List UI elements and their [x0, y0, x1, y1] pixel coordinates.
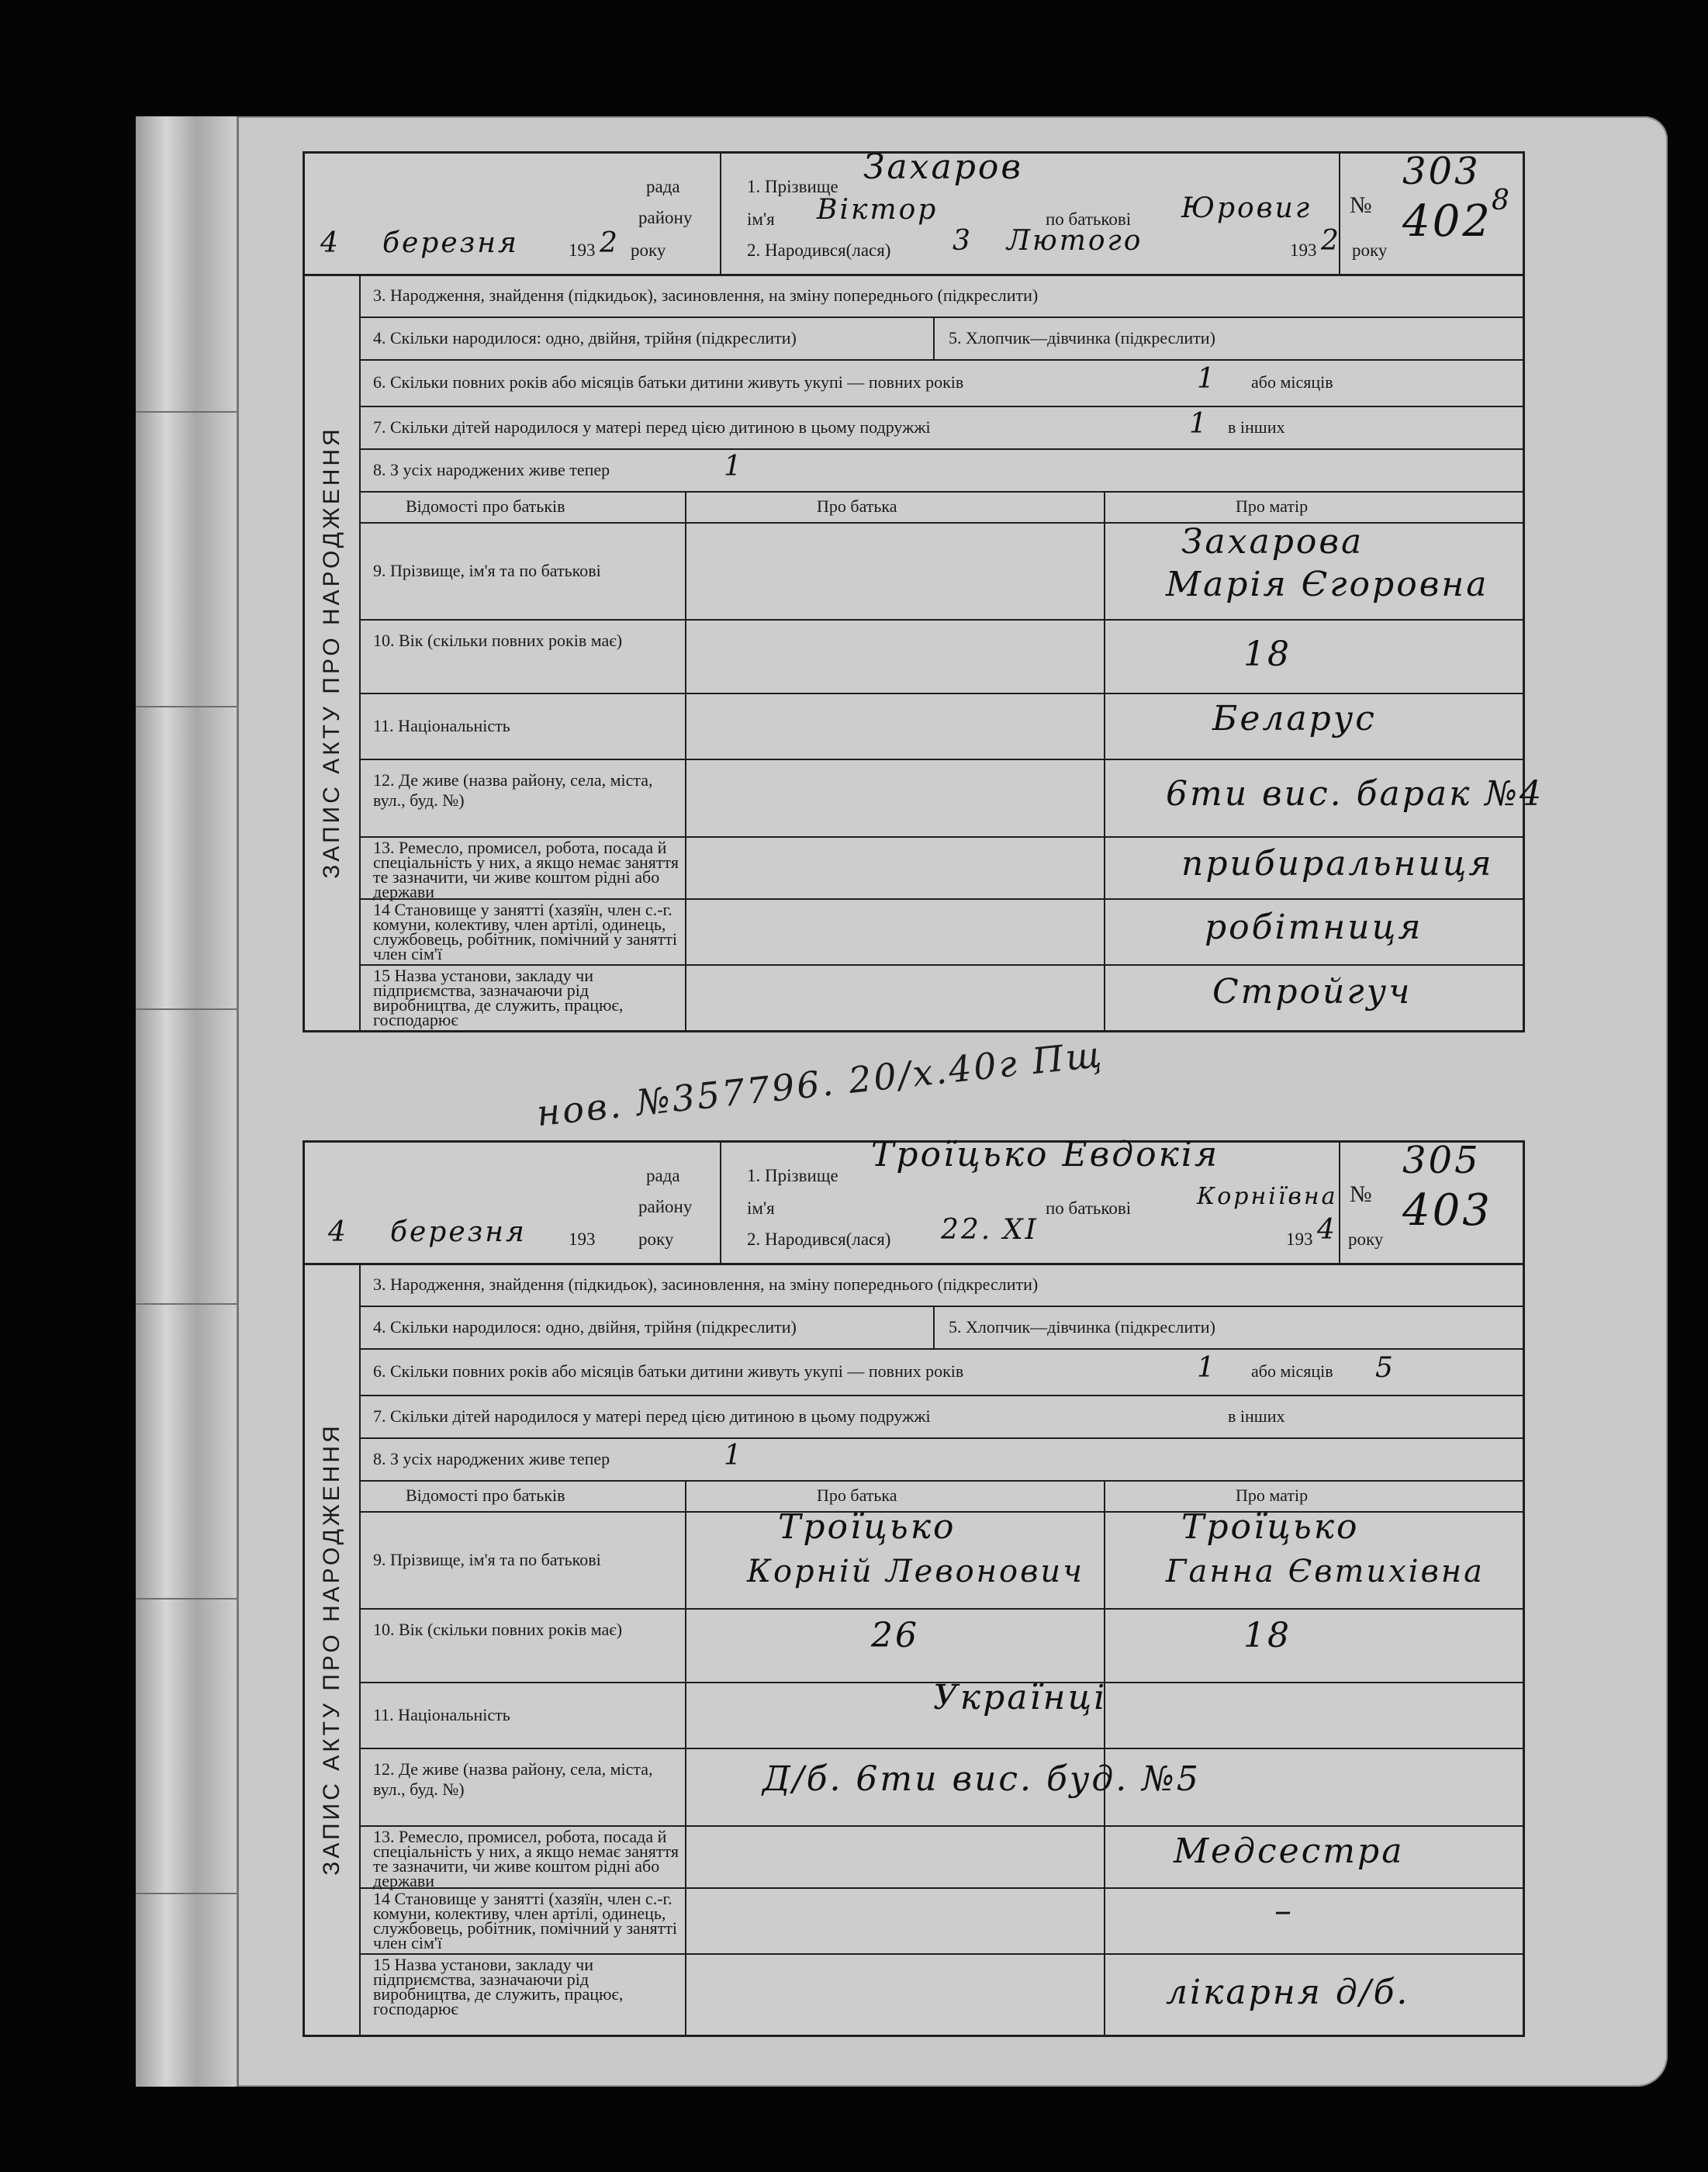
col-mother-header: Про матір [1236, 496, 1309, 516]
record-number-crossed: 303 [1402, 150, 1481, 193]
row-years-together [359, 1348, 1523, 1396]
number-sign: № [1350, 192, 1372, 218]
r13-label: 13. Ремесло, промисел, робота, посада й спеціальність у них, а якщо немає заняття те зазначити, чи живе коштом рідні або держави [373, 1827, 679, 1890]
mother-name: Ганна Євтихівна [1166, 1554, 1485, 1589]
row-nationality [359, 693, 1523, 760]
row8-label: 8. З усіх народжених живе тепер [373, 459, 610, 479]
row-full-name [359, 522, 1523, 621]
birth-day: 3 [953, 225, 973, 257]
row7-label: 7. Скільки дітей народилося у матері перед цією дитиною в цьому подружжі [373, 1406, 931, 1426]
side-title: ЗАПИС АКТУ ПРО НАРОДЖЕННЯ [319, 1422, 344, 1876]
birth-record-1 [303, 147, 1544, 1032]
row8-label: 8. З усіх народжених живе тепер [373, 1448, 610, 1468]
rada-label: рада [646, 177, 680, 196]
years-together-value: 1 [1197, 1352, 1217, 1384]
row6-label: 6. Скільки повних років або місяців батьки дитини живуть укупі — повних років [373, 1361, 964, 1381]
col-father-header: Про батька [817, 496, 897, 516]
row-count-gender [359, 316, 1523, 361]
r10-label: 10. Вік (скільки повних років має) [373, 631, 623, 650]
row-address [359, 1748, 1523, 1827]
row-occupation [359, 836, 1523, 900]
r12-label: 12. Де живе (назва району, села, міста, вул., буд. №) [373, 770, 653, 810]
row4-label: 4. Скільки народилося: одно, двійня, трійня (підкреслити) [373, 327, 797, 348]
surname-label: 1. Прізвище [747, 177, 838, 196]
row-nationality [359, 1678, 1523, 1749]
row-children-before [359, 406, 1523, 450]
mother-position: – [1274, 1891, 1294, 1931]
row5-label: 5. Хлопчик—дівчинка (підкреслити) [949, 327, 1215, 348]
row-years-together [359, 359, 1523, 407]
record-number-cell [1339, 150, 1523, 274]
mother-workplace: лікарня д/б. [1166, 1973, 1410, 2012]
mother-nationality: Беларус [1212, 699, 1377, 738]
record-header [305, 1135, 1523, 1265]
patronymic-label: по батькові [1046, 209, 1132, 229]
row-occupation [359, 1825, 1523, 1889]
record-number-note: 8 [1492, 185, 1512, 216]
living-value: 1 [724, 451, 744, 482]
child-surname: Захаров [863, 147, 1023, 187]
mother-surname: Троїцько [1181, 1507, 1360, 1547]
birth-year-label: року [1352, 240, 1388, 260]
registration-month: березня [382, 227, 519, 259]
row-count-gender [359, 1306, 1523, 1350]
row-living [359, 1437, 1523, 1482]
row6-label: 6. Скільки повних років або місяців батьки дитини живуть укупі — повних років [373, 372, 964, 392]
registration-year-prefix: 193 [569, 1230, 596, 1249]
r14-label: 14 Становище у занятті (хазяїн, член с.-г. комуни, колективу, член артілі, одинець, службовець, робітник, помічний у занятті член сім'ї [373, 900, 678, 963]
row-children-before [359, 1395, 1523, 1439]
row5-label: 5. Хлопчик—дівчинка (підкреслити) [949, 1316, 1215, 1337]
birth-day: 22. [941, 1214, 993, 1246]
row-workplace [359, 1953, 1523, 2035]
mother-name: Марія Єгоровна [1166, 565, 1489, 604]
birth-year-suffix: 4 [1317, 1214, 1337, 1246]
side-title-cell [305, 274, 361, 1030]
side-title: ЗАПИС АКТУ ПРО НАРОДЖЕННЯ [319, 425, 344, 879]
address: Д/б. 6ти вис. буд. №5 [762, 1759, 1201, 1799]
record-number: 402 [1402, 196, 1492, 247]
registration-block [305, 1143, 721, 1263]
child-patronymic: Корніївна [1197, 1183, 1338, 1210]
row6-months-label: або місяців [1251, 372, 1333, 392]
registration-day: 4 [328, 1216, 348, 1248]
r11-label: 11. Національність [373, 715, 510, 735]
patronymic-label: по батькові [1046, 1198, 1132, 1218]
child-surname: Троїцько Евдокія [871, 1135, 1220, 1174]
birth-year-prefix: 193 [1290, 240, 1317, 260]
row7-other-label: в інших [1228, 417, 1285, 437]
row-event-type [359, 1263, 1523, 1307]
record-number: 403 [1402, 1185, 1492, 1236]
record-number-crossed: 305 [1402, 1139, 1481, 1182]
mother-age: 18 [1243, 635, 1291, 674]
mother-age: 18 [1243, 1616, 1291, 1655]
parents-header-row [359, 491, 1523, 524]
row-workplace [359, 964, 1523, 1030]
name-label: ім'я [747, 209, 775, 229]
row-age [359, 619, 1523, 694]
r12-label: 12. Де живе (назва району, села, міста, вул., буд. №) [373, 1759, 653, 1799]
mother-occupation: Медсестра [1174, 1831, 1405, 1871]
page-binding [136, 116, 239, 2087]
col-mother-header: Про матір [1236, 1485, 1309, 1505]
birth-year-label: року [1348, 1230, 1384, 1249]
record-number-cell [1339, 1139, 1523, 1263]
number-sign: № [1350, 1181, 1372, 1207]
registration-year-label: року [638, 1230, 674, 1249]
father-age: 26 [871, 1616, 919, 1655]
registration-year-suffix: 2 [600, 227, 620, 259]
col-info-header: Відомості про батьків [406, 1485, 565, 1505]
r13-label: 13. Ремесло, промисел, робота, посада й спеціальність у них, а якщо немає заняття те зазначити, чи живе коштом рідні або держави [373, 838, 679, 901]
years-together-value: 1 [1197, 363, 1217, 395]
col-father-header: Про батька [817, 1485, 897, 1505]
margin-annotation: нов. №357796. 20/x.40г Пщ [534, 1032, 1106, 1135]
row-address [359, 759, 1544, 838]
registration-block [305, 154, 721, 274]
birth-year-suffix: 2 [1321, 225, 1341, 257]
row-event-type [359, 274, 1523, 318]
row4-label: 4. Скільки народилося: одно, двійня, трійня (підкреслити) [373, 1316, 797, 1337]
row-position [359, 898, 1523, 966]
father-name: Корній Левонович [747, 1554, 1085, 1589]
registration-year-prefix: 193 [569, 240, 596, 260]
registration-month: березня [390, 1216, 527, 1248]
living-value: 1 [724, 1440, 744, 1472]
col-info-header: Відомості про батьків [406, 496, 565, 516]
row3-label: 3. Народження, знайдення (підкидьок), засиновлення, на зміну попереднього (підкреслити) [373, 285, 1039, 305]
child-name: Віктор [817, 194, 939, 226]
registration-year-label: року [631, 240, 666, 260]
row-age [359, 1608, 1523, 1683]
row7-other-label: в інших [1228, 1406, 1285, 1426]
birth-month: XI [1003, 1214, 1039, 1246]
r9-label: 9. Прізвище, ім'я та по батькові [373, 1549, 601, 1569]
mother-workplace: Стройгуч [1212, 972, 1412, 1012]
mother-position: робітниця [1205, 908, 1423, 947]
children-before-value: 1 [1189, 408, 1209, 440]
months-together-value: 5 [1375, 1352, 1395, 1384]
nationality: Українці [933, 1678, 1108, 1717]
r9-label: 9. Прізвище, ім'я та по батькові [373, 560, 601, 580]
born-label: 2. Народився(лася) [747, 1230, 891, 1249]
birth-record-2 [303, 1135, 1525, 2037]
surname-label: 1. Прізвище [747, 1166, 838, 1185]
r15-label: 15 Назва установи, закладу чи підприємства, зазначаючи рід виробництва, де служить, працює, господарює [373, 1955, 624, 2018]
name-label: ім'я [747, 1198, 775, 1218]
row7-label: 7. Скільки дітей народилося у матері перед цією дитиною в цьому подружжі [373, 417, 931, 437]
r11-label: 11. Національність [373, 1704, 510, 1724]
child-patronymic: Юровиг [1181, 192, 1312, 224]
mother-surname: Захарова [1181, 522, 1364, 562]
mother-occupation: прибиральниця [1181, 844, 1494, 884]
record-header [305, 147, 1523, 276]
father-surname: Троїцько [778, 1507, 956, 1547]
row3-label: 3. Народження, знайдення (підкидьок), засиновлення, на зміну попереднього (підкреслити) [373, 1274, 1039, 1294]
r15-label: 15 Назва установи, закладу чи підприємства, зазначаючи рід виробництва, де служить, працює, господарює [373, 966, 624, 1029]
r10-label: 10. Вік (скільки повних років має) [373, 1620, 623, 1639]
side-title-cell [305, 1263, 361, 2035]
r14-label: 14 Становище у занятті (хазяїн, член с.-г. комуни, колективу, член артілі, одинець, службовець, робітник, помічний у занятті член сім'ї [373, 1889, 678, 1952]
registration-day: 4 [320, 227, 341, 259]
row-living [359, 448, 1523, 493]
born-label: 2. Народився(лася) [747, 240, 891, 260]
row6-months-label: або місяців [1251, 1361, 1333, 1381]
row-full-name [359, 1507, 1523, 1610]
mother-address: 6ти вис. барак №4 [1166, 774, 1544, 814]
rada-label: рада [646, 1166, 680, 1185]
birth-month: Лютого [1007, 225, 1143, 257]
raion-label: району [638, 208, 693, 227]
row-position [359, 1887, 1523, 1955]
birth-year-prefix: 193 [1286, 1230, 1313, 1249]
raion-label: району [638, 1197, 693, 1216]
